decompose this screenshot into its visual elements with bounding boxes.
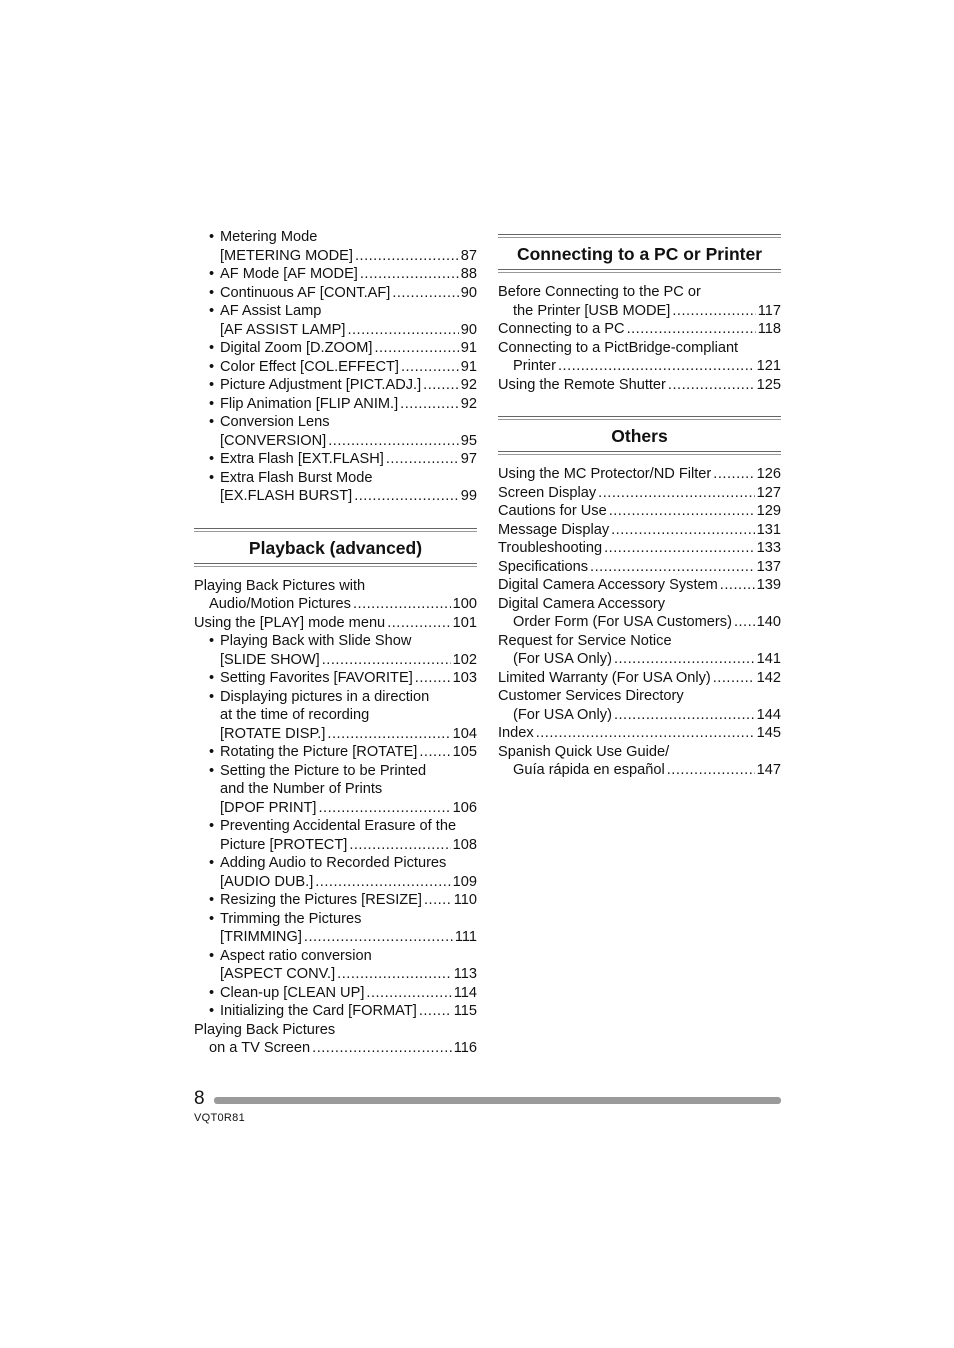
toc-entry[interactable] [194,762,477,818]
toc-entry[interactable] [194,743,477,762]
bullet-icon: • [209,744,215,760]
toc-entry-page: 90 [460,284,477,301]
section-heading-others [498,416,781,455]
toc-entry-title: Playing Back Pictures [194,1021,336,1038]
dot-leader [400,395,459,414]
toc-entry[interactable] [498,320,781,339]
toc-entry[interactable] [194,817,477,854]
bullet-icon: • [209,947,215,964]
dot-leader [598,484,754,503]
toc-entry-title: Screen Display [498,484,597,501]
toc-entry-title: Extra Flash Burst Mode [220,469,373,486]
toc-entry-page: 92 [460,395,477,412]
toc-entry-page: 115 [453,1003,477,1019]
dot-leader [672,302,755,321]
dot-leader [614,650,755,669]
toc-entry-title: Troubleshooting [498,540,603,556]
toc-entry-page: 126 [756,466,781,482]
toc-entry[interactable] [194,469,477,506]
bullet-icon: • [209,1003,215,1019]
toc-entry-page: 131 [756,521,781,538]
section-title: Connecting to a PC or Printer [516,244,763,264]
toc-entry-title: Customer Services Directory [498,688,684,704]
toc-entry-title: Flip Animation [FLIP ANIM.] [220,395,399,412]
dot-leader [327,725,450,744]
dot-leader [387,614,450,633]
toc-entry-page: 104 [452,725,477,742]
toc-entry-title: AF Assist Lamp [220,303,322,319]
toc-entry[interactable] [194,688,477,744]
bullet-icon: • [209,340,215,356]
dot-leader [611,521,755,540]
toc-entry[interactable] [194,984,477,1003]
toc-entry-title: [ASPECT CONV.] [220,966,336,982]
toc-entry[interactable] [498,632,781,669]
bullet-icon: • [209,469,215,486]
toc-list-others [498,465,781,780]
footer-bar [214,1097,781,1104]
toc-entry[interactable] [194,395,477,414]
bullet-icon: • [209,818,215,834]
dot-leader [424,891,452,910]
toc-entry-page: 118 [757,321,781,337]
toc-entry-title: Using the MC Protector/ND Filter [498,466,712,482]
toc-entry-title: Digital Camera Accessory [498,595,666,612]
dot-leader [609,502,755,521]
toc-list-playback [194,577,477,1058]
toc-entry-title: Playing Back Pictures with [194,577,366,594]
dot-leader [401,358,459,377]
toc-entry-title: Index [498,725,534,741]
toc-entry-title: Playing Back with Slide Show [220,633,412,649]
toc-entry-title: Metering Mode [220,229,318,245]
toc-entry[interactable] [194,910,477,947]
toc-entry-page: 91 [460,340,477,356]
toc-entry-page: 147 [756,762,781,778]
toc-entry-title: Trimming the Pictures [220,910,362,927]
dot-leader [392,284,458,303]
toc-entry-page: 125 [756,376,781,393]
toc-entry[interactable] [498,539,781,558]
toc-entry-page: 91 [460,358,477,375]
toc-entry-page: 142 [756,669,781,686]
dot-leader [734,613,755,632]
toc-entry-page: 95 [460,432,477,449]
dot-leader [627,320,756,339]
dot-leader [318,799,450,818]
dot-leader [720,576,755,595]
dot-leader [355,247,459,266]
toc-entry-page: 117 [757,302,781,319]
section-title: Others [611,426,668,446]
toc-entry[interactable] [194,854,477,891]
dot-leader [713,465,754,484]
dot-leader [347,321,458,340]
dot-leader [315,873,450,892]
toc-entry[interactable] [194,1021,477,1058]
toc-left-column [194,228,477,1058]
toc-entry[interactable] [194,450,477,469]
dot-leader [419,743,450,762]
dot-leader [374,339,458,358]
toc-entry-title: Request for Service Notice [498,632,672,649]
toc-entry-title: [METERING MODE] [220,247,353,264]
dot-leader [360,265,459,284]
toc-entry[interactable] [498,339,781,376]
toc-entry[interactable] [194,358,477,377]
toc-entry[interactable] [498,521,781,540]
toc-list-recording [194,228,477,506]
toc-entry-page: 144 [756,706,781,723]
bullet-icon: • [209,670,215,686]
toc-entry-title: [AUDIO DUB.] [220,873,314,890]
toc-entry[interactable] [498,502,781,521]
toc-entry-title: Picture [PROTECT] [220,836,348,853]
dot-leader [322,651,451,670]
toc-entry-title: Continuous AF [CONT.AF] [220,284,391,301]
toc-entry-title: AF Mode [AF MODE] [220,266,358,282]
toc-entry-title: at the time of recording [220,707,370,723]
toc-entry[interactable] [194,947,477,984]
bullet-icon: • [209,377,215,393]
toc-entry-title: Connecting to a PC [498,321,625,337]
dot-leader [366,984,451,1003]
toc-entry-page: 100 [452,596,477,612]
toc-entry[interactable] [498,687,781,724]
dot-leader [536,724,755,743]
toc-entry-title: Specifications [498,558,589,575]
bullet-icon: • [209,688,215,705]
toc-entry-title: Connecting to a PictBridge-compliant [498,339,739,356]
toc-entry-title: Resizing the Pictures [RESIZE] [220,892,422,908]
toc-entry-title: Digital Camera Accessory System [498,577,718,593]
toc-entry-title: [ROTATE DISP.] [220,725,326,742]
toc-entry[interactable] [194,302,477,339]
toc-entry[interactable] [194,265,477,284]
toc-entry-page: 103 [452,670,477,686]
dot-leader [614,706,755,725]
bullet-icon: • [209,284,215,301]
toc-entry[interactable] [194,228,477,265]
bullet-icon: • [209,984,215,1001]
dot-leader [667,761,755,780]
dot-leader [386,450,459,469]
toc-entry[interactable] [194,577,477,614]
toc-entry-title: [CONVERSION] [220,432,327,449]
section-heading-connecting [498,234,781,273]
dot-leader [312,1039,452,1058]
toc-entry-page: 129 [756,503,781,519]
dot-leader [353,595,451,614]
toc-entry-page: 97 [460,451,477,467]
toc-entry-page: 121 [756,358,781,374]
toc-entry[interactable] [498,669,781,688]
dot-leader [668,376,755,395]
toc-entry[interactable] [498,465,781,484]
bullet-icon: • [209,910,215,927]
toc-entry-title: Extra Flash [EXT.FLASH] [220,451,384,467]
toc-entry[interactable] [194,632,477,669]
toc-entry-page: 101 [452,614,477,631]
toc-entry[interactable] [498,724,781,743]
toc-entry-title: Printer [513,358,556,374]
bullet-icon: • [209,855,215,871]
toc-entry-title: [DPOF PRINT] [220,799,317,816]
bullet-icon: • [209,892,215,908]
bullet-icon: • [209,358,215,375]
toc-entry-title: Preventing Accidental Erasure of the [220,818,457,834]
toc-entry-page: 105 [452,744,477,760]
toc-entry-title: Using the [PLAY] mode menu [194,614,386,631]
toc-entry[interactable] [498,484,781,503]
dot-leader [558,357,755,376]
dot-leader [304,928,453,947]
toc-entry-page: 102 [452,651,477,668]
toc-entry-title: the Printer [USB MODE] [513,302,671,319]
toc-entry[interactable] [194,376,477,395]
toc-entry-title: Conversion Lens [220,414,330,430]
toc-entry-page: 92 [460,377,477,393]
toc-entry-title: Limited Warranty (For USA Only) [498,669,711,686]
bullet-icon: • [209,762,215,779]
bullet-icon: • [209,414,215,430]
toc-entry[interactable] [498,376,781,395]
toc-entry-page: 114 [453,984,477,1001]
toc-entry[interactable] [498,743,781,780]
toc-entry-page: 108 [452,836,477,853]
toc-entry[interactable] [194,891,477,910]
toc-entry[interactable] [194,284,477,303]
toc-entry-title: Displaying pictures in a direction [220,688,430,705]
toc-entry-title: [AF ASSIST LAMP] [220,321,346,338]
toc-entry-page: 137 [756,558,781,575]
toc-entry-title: (For USA Only) [513,651,612,667]
toc-entry-title: Message Display [498,521,610,538]
toc-entry-title: Rotating the Picture [ROTATE] [220,744,418,760]
bullet-icon: • [209,229,215,245]
bullet-icon: • [209,303,215,319]
dot-leader [337,965,452,984]
toc-entry-title: Clean-up [CLEAN UP] [220,984,365,1001]
toc-entry-title: Spanish Quick Use Guide/ [498,743,670,760]
toc-entry-title: Initializing the Card [FORMAT] [220,1003,417,1019]
toc-entry[interactable] [194,1002,477,1021]
toc-entry-title: and the Number of Prints [220,781,383,797]
toc-entry-page: 106 [452,799,477,816]
toc-entry-title: Picture Adjustment [PICT.ADJ.] [220,377,422,393]
section-heading-playback [194,528,477,567]
toc-entry-title: Digital Zoom [D.ZOOM] [220,340,373,356]
toc-entry-title: Using the Remote Shutter [498,376,666,393]
document-code: VQT0R81 [194,1112,246,1124]
toc-entry-title: Setting Favorites [FAVORITE] [220,670,413,686]
toc-entry-title: Before Connecting to the PC or [498,284,701,300]
dot-leader [590,558,755,577]
dot-leader [328,432,459,451]
bullet-icon: • [209,451,215,467]
bullet-icon: • [209,266,215,282]
toc-entry-page: 139 [756,577,781,593]
toc-entry[interactable] [194,669,477,688]
toc-entry-page: 109 [452,873,477,890]
toc-right-column [498,234,781,780]
toc-entry-page: 141 [756,651,781,667]
toc-entry-title: Setting the Picture to be Printed [220,762,427,779]
toc-entry-page: 145 [756,725,781,741]
toc-entry-page: 87 [460,247,477,264]
toc-entry[interactable] [194,413,477,450]
dot-leader [415,669,451,688]
toc-entry[interactable] [498,558,781,577]
dot-leader [604,539,755,558]
toc-entry-page: 110 [453,892,477,908]
dot-leader [354,487,459,506]
toc-entry-title: Guía rápida en español [513,762,665,778]
page-number: 8 [194,1088,205,1109]
toc-entry-title: [EX.FLASH BURST] [220,488,353,504]
dot-leader [423,376,459,395]
toc-entry-page: 113 [453,966,477,982]
toc-entry-title: (For USA Only) [513,706,612,723]
dot-leader [713,669,755,688]
toc-entry-title: on a TV Screen [209,1040,311,1056]
dot-leader [349,836,450,855]
toc-entry-page: 90 [460,321,477,338]
toc-list-connecting [498,283,781,394]
toc-entry[interactable] [498,283,781,320]
toc-entry-title: Audio/Motion Pictures [209,596,351,612]
toc-entry-title: Color Effect [COL.EFFECT] [220,358,399,375]
bullet-icon: • [209,633,215,649]
bullet-icon: • [209,395,215,412]
toc-entry-page: 127 [756,484,781,501]
toc-entry-title: Adding Audio to Recorded Pictures [220,855,447,871]
dot-leader [419,1002,452,1021]
section-title: Playback (advanced) [248,537,423,558]
toc-entry-page: 140 [756,614,781,630]
toc-entry-title: Cautions for Use [498,503,607,519]
toc-entry-page: 111 [454,929,477,945]
toc-entry[interactable] [194,339,477,358]
toc-entry-page: 99 [460,488,477,504]
toc-entry-page: 116 [453,1040,477,1056]
toc-entry-title: Aspect ratio conversion [220,947,372,964]
toc-entry[interactable] [498,576,781,595]
toc-entry-page: 88 [460,266,477,282]
toc-entry-title: [SLIDE SHOW] [220,651,320,668]
toc-entry-page: 133 [756,540,781,556]
toc-entry-title: Order Form (For USA Customers) [513,614,732,630]
toc-entry-title: [TRIMMING] [220,929,302,945]
toc-entry[interactable] [498,595,781,632]
toc-entry[interactable] [194,614,477,633]
